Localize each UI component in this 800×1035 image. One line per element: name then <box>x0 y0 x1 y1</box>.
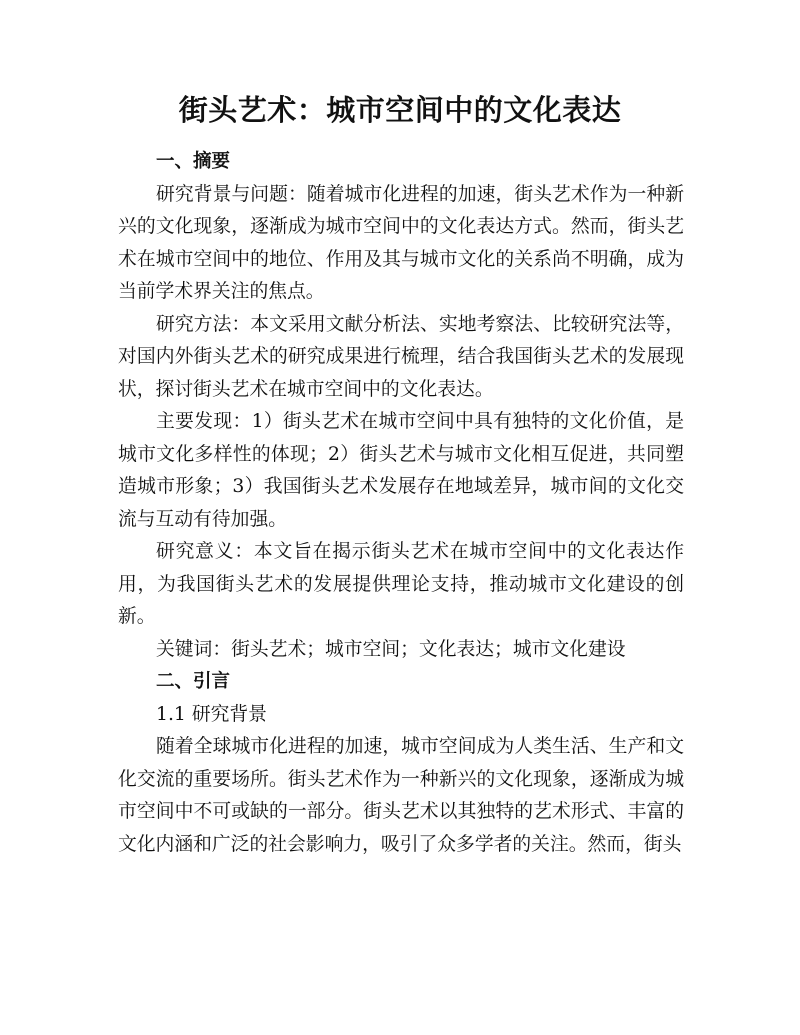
introduction-heading: 二、引言 <box>156 671 231 692</box>
abstract-findings-paragraph: 主要发现：1）街头艺术在城市空间中具有独特的文化价值，是城市文化多样性的体现；2）街头艺术与城市文化相互促进，共同塑造城市形象；3）我国街头艺术发展存在地域差异，城市间的文化交流与互动有待加强。 <box>118 411 684 530</box>
subsection-heading-1-1: 1.1 研究背景 <box>156 703 267 725</box>
abstract-significance-paragraph: 研究意义：本文旨在揭示街头艺术在城市空间中的文化表达作用，为我国街头艺术的发展提供理论支持，推动城市文化建设的创新。 <box>118 541 684 627</box>
document-body <box>118 146 684 861</box>
keywords-line: 关键词：街头艺术；城市空间；文化表达；城市文化建设 <box>156 638 626 660</box>
abstract-heading: 一、摘要 <box>156 151 231 172</box>
abstract-methods-paragraph: 研究方法：本文采用文献分析法、实地考察法、比较研究法等，对国内外街头艺术的研究成果进行梳理，结合我国街头艺术的发展现状，探讨街头艺术在城市空间中的文化表达。 <box>118 313 684 400</box>
document-title: 街头艺术：城市空间中的文化表达 <box>178 93 622 127</box>
introduction-paragraph: 随着全球城市化进程的加速，城市空间成为人类生活、生产和文化交流的重要场所。街头艺术作为一种新兴的文化现象，逐渐成为城市空间中不可或缺的一部分。街头艺术以其独特的艺术形式、丰富的文化内涵和广泛的社会影响力，吸引了众多学者的关注。然而，街头 <box>118 736 684 855</box>
abstract-background-paragraph: 研究背景与问题：随着城市化进程的加速，街头艺术作为一种新兴的文化现象，逐渐成为城市空间中的文化表达方式。然而，街头艺术在城市空间中的地位、作用及其与城市文化的关系尚不明确，成为当前学术界关注的焦点。 <box>118 183 684 302</box>
